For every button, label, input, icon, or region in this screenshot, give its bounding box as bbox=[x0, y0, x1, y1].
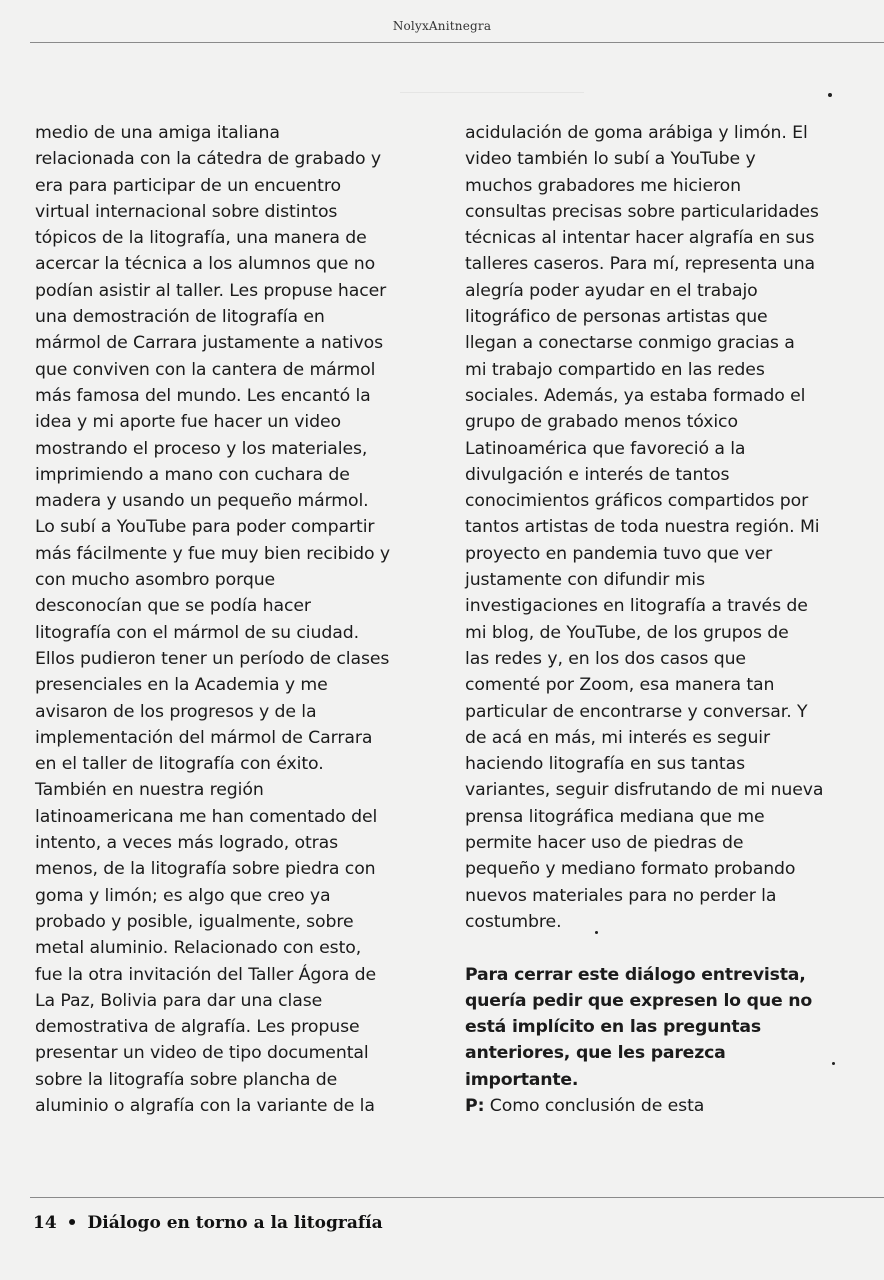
body-line: aluminio o algrafía con la variante de la bbox=[35, 1095, 375, 1116]
body-line: virtual internacional sobre distintos bbox=[35, 201, 338, 222]
answer-line bbox=[465, 1093, 865, 1119]
body-line: podían asistir al taller. Les propuse hacer bbox=[35, 280, 387, 301]
interview-question-line: Para cerrar este diálogo entrevista, bbox=[465, 964, 806, 985]
body-line: conocimientos gráficos compartidos por bbox=[465, 491, 809, 512]
body-line: acercar la técnica a los alumnos que no bbox=[35, 254, 376, 275]
paragraph-gap bbox=[465, 935, 865, 961]
body-line: metal aluminio. Relacionado con esto, bbox=[35, 938, 362, 959]
body-line: más famosa del mundo. Les encantó la bbox=[35, 385, 371, 406]
body-line: las redes y, en los dos casos que bbox=[465, 648, 746, 669]
body-line: muchos grabadores me hicieron bbox=[465, 175, 741, 196]
body-line: talleres caseros. Para mí, representa una bbox=[465, 254, 816, 275]
interview-question-line: quería pedir que expresen lo que no bbox=[465, 990, 813, 1011]
body-line: costumbre. bbox=[465, 911, 562, 932]
footer-rule bbox=[30, 1197, 884, 1198]
body-line: sobre la litografía sobre plancha de bbox=[35, 1069, 338, 1090]
body-line: alegría poder ayudar en el trabajo bbox=[465, 280, 758, 301]
running-header: NolyxAnitnegra bbox=[392, 19, 492, 33]
body-line: técnicas al intentar hacer algrafía en sus bbox=[465, 228, 815, 249]
body-line: pequeño y mediano formato probando bbox=[465, 859, 796, 880]
body-line: madera y usando un pequeño mármol. bbox=[35, 491, 369, 512]
body-line: video también lo subí a YouTube y bbox=[465, 149, 756, 170]
body-line: de acá en más, mi interés es seguir bbox=[465, 727, 770, 748]
left-text-column bbox=[35, 120, 415, 1119]
body-line: Latinoamérica que favoreció a la bbox=[465, 438, 746, 459]
body-line: presentar un video de tipo documental bbox=[35, 1043, 369, 1064]
body-line: más fácilmente y fue muy bien recibido y bbox=[35, 543, 390, 564]
body-line: consultas precisas sobre particularidades bbox=[465, 201, 819, 222]
body-line: presenciales en la Academia y me bbox=[35, 675, 328, 696]
scan-speck bbox=[828, 93, 832, 97]
body-line: una demostración de litografía en bbox=[35, 307, 325, 328]
body-line: litografía con el mármol de su ciudad. bbox=[35, 622, 359, 643]
interview-question-line: está implícito en las preguntas bbox=[465, 1017, 761, 1038]
body-line: mostrando el proceso y los materiales, bbox=[35, 438, 368, 459]
body-line: llegan a conectarse conmigo gracias a bbox=[465, 333, 795, 354]
body-line: mármol de Carrara justamente a nativos bbox=[35, 333, 384, 354]
body-line: haciendo litografía en sus tantas bbox=[465, 754, 745, 775]
body-line: variantes, seguir disfrutando de mi nueva bbox=[465, 780, 824, 801]
page-footer bbox=[33, 1213, 383, 1233]
body-line: goma y limón; es algo que creo ya bbox=[35, 885, 331, 906]
body-line: tópicos de la litografía, una manera de bbox=[35, 228, 367, 249]
body-line: sociales. Además, ya estaba formado el bbox=[465, 385, 806, 406]
speaker-label: P: bbox=[465, 1095, 485, 1116]
body-line: con mucho asombro porque bbox=[35, 570, 276, 591]
body-line: menos, de la litografía sobre piedra con bbox=[35, 859, 376, 880]
interview-question-line: anteriores, que les parezca bbox=[465, 1043, 726, 1064]
body-line: intento, a veces más logrado, otras bbox=[35, 833, 339, 854]
body-line: justamente con difundir mis bbox=[465, 570, 706, 591]
body-line: implementación del mármol de Carrara bbox=[35, 727, 373, 748]
body-line: era para participar de un encuentro bbox=[35, 175, 341, 196]
body-line: comenté por Zoom, esa manera tan bbox=[465, 675, 775, 696]
body-line: prensa litográfica mediana que me bbox=[465, 806, 765, 827]
body-line: latinoamericana me han comentado del bbox=[35, 806, 378, 827]
body-line: particular de encontrarse y conversar. Y bbox=[465, 701, 808, 722]
interview-question-line: importante. bbox=[465, 1069, 579, 1090]
body-line: La Paz, Bolivia para dar una clase bbox=[35, 990, 323, 1011]
body-line: que conviven con la cantera de mármol bbox=[35, 359, 376, 380]
body-line: Ellos pudieron tener un período de clases bbox=[35, 648, 390, 669]
body-line: También en nuestra región bbox=[35, 780, 264, 801]
footer-title: Diálogo en torno a la litografía bbox=[87, 1213, 383, 1233]
body-line: litográfico de personas artistas que bbox=[465, 307, 768, 328]
body-line: acidulación de goma arábiga y limón. El bbox=[465, 123, 808, 143]
body-line: Lo subí a YouTube para poder compartir bbox=[35, 517, 375, 538]
page-number: 14 bbox=[33, 1213, 57, 1233]
body-line: mi trabajo compartido en las redes bbox=[465, 359, 765, 380]
body-line: demostrativa de algrafía. Les propuse bbox=[35, 1017, 360, 1038]
header-rule bbox=[30, 42, 884, 43]
right-text-column bbox=[465, 120, 865, 1119]
body-line: proyecto en pandemia tuvo que ver bbox=[465, 543, 773, 564]
body-line: grupo de grabado menos tóxico bbox=[465, 412, 738, 433]
body-line: permite hacer uso de piedras de bbox=[465, 833, 744, 854]
scan-speck bbox=[832, 1062, 835, 1065]
body-line: imprimiendo a mano con cuchara de bbox=[35, 464, 350, 485]
answer-text: Como conclusión de esta bbox=[489, 1095, 705, 1116]
scan-speck bbox=[595, 931, 598, 934]
body-line: en el taller de litografía con éxito. bbox=[35, 754, 324, 775]
body-line: desconocían que se podía hacer bbox=[35, 596, 311, 617]
body-line: investigaciones en litografía a través de bbox=[465, 596, 808, 617]
body-line: medio de una amiga italiana bbox=[35, 123, 280, 143]
body-line: avisaron de los progresos y de la bbox=[35, 701, 317, 722]
body-line: mi blog, de YouTube, de los grupos de bbox=[465, 622, 789, 643]
footer-bullet: • bbox=[66, 1213, 78, 1233]
body-line: divulgación e interés de tantos bbox=[465, 464, 730, 485]
body-line: idea y mi aporte fue hacer un video bbox=[35, 412, 342, 433]
body-line: tantos artistas de toda nuestra región. Mi bbox=[465, 517, 820, 538]
body-line: nuevos materiales para no perder la bbox=[465, 885, 777, 906]
body-line: fue la otra invitación del Taller Ágora de bbox=[35, 964, 377, 985]
body-line: probado y posible, igualmente, sobre bbox=[35, 911, 354, 932]
body-line: relacionada con la cátedra de grabado y bbox=[35, 149, 381, 170]
